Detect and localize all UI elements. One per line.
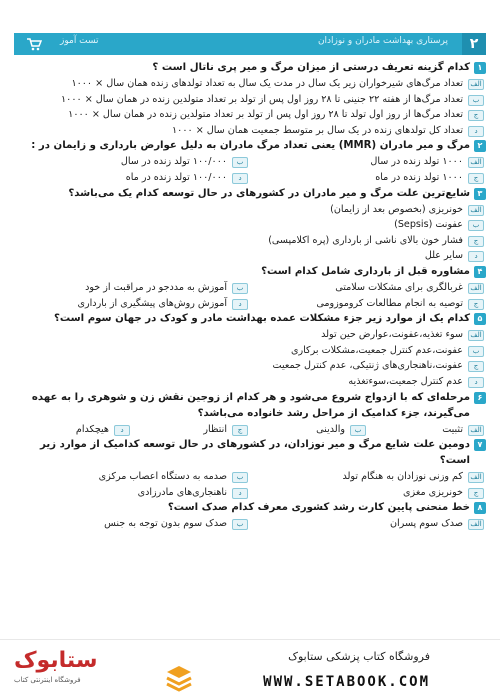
- option-label: الف: [468, 283, 484, 294]
- option-label: ب: [468, 220, 484, 231]
- option-text: ۱۰۰۰ تولد زنده در ماه: [375, 171, 463, 183]
- option-text: صدمه به دستگاه اعصاب مرکزی: [98, 471, 227, 483]
- option-text: توصیه به انجام مطالعات کروموزومی: [316, 297, 463, 309]
- option-label: ج: [232, 425, 248, 436]
- answer-option[interactable]: [250, 422, 368, 438]
- answer-option[interactable]: [14, 296, 250, 312]
- option-text: صدک سوم بدون توجه به جنس: [104, 518, 227, 530]
- option-label: الف: [468, 519, 484, 530]
- answer-option[interactable]: [250, 296, 486, 312]
- question: [14, 500, 486, 532]
- answer-option[interactable]: [14, 123, 486, 139]
- answer-option[interactable]: [14, 154, 250, 170]
- answer-option[interactable]: [250, 280, 486, 296]
- logo-text: ستابوک: [14, 648, 98, 673]
- question-list: [14, 60, 486, 532]
- option-text: تثبیت: [442, 423, 463, 435]
- question-number: ۶: [474, 392, 486, 404]
- answer-option[interactable]: [14, 92, 486, 108]
- option-text: خونریزی (بخصوص بعد از زایمان): [330, 203, 463, 215]
- question-header: [14, 60, 486, 76]
- cart-icon: [26, 37, 42, 51]
- option-text: عفونت (Sepsis): [394, 219, 463, 231]
- question-text: مرحله‌ای که با ازدواج شروع می‌شود و هر کدام از زوجین نقش زن و شوهری را به عهده می‌گیرند، جزء کدامیک از مراحل رشد خانواده می‌باشد؟: [31, 391, 470, 419]
- option-row: [14, 280, 486, 296]
- question-number: ۲: [474, 140, 486, 152]
- question-number: ۸: [474, 502, 486, 514]
- option-row: [14, 170, 486, 186]
- question: [14, 437, 486, 500]
- option-label: ب: [232, 283, 248, 294]
- store-title: فروشگاه کتاب پزشکی ستابوک: [288, 650, 430, 663]
- option-label: الف: [468, 205, 484, 216]
- answer-option[interactable]: [14, 422, 132, 438]
- option-text: کم وزنی نوزادان به هنگام تولد: [342, 471, 463, 483]
- brand-name: تست آموز: [60, 36, 99, 46]
- answer-option[interactable]: [14, 485, 250, 501]
- answer-option[interactable]: [14, 202, 486, 218]
- answer-option[interactable]: [250, 485, 486, 501]
- question-number: ۱: [474, 62, 486, 74]
- option-label: ج: [468, 236, 484, 247]
- answer-option[interactable]: [368, 422, 486, 438]
- option-text: فشار خون بالای ناشی از بارداری (پره اکلامپسی): [268, 234, 463, 246]
- question-number: ۴: [474, 266, 486, 278]
- question-text: مرگ و میر مادران (MMR) یعنی تعداد مرگ مادران به دلیل عوارض بارداری و زایمان در :: [31, 140, 470, 152]
- option-text: غربالگری برای مشکلات سلامتی: [335, 281, 463, 293]
- option-label: الف: [468, 472, 484, 483]
- option-text: ناهنجاری‌های مادرزادی: [137, 486, 227, 498]
- option-label: د: [232, 299, 248, 310]
- option-label: د: [468, 126, 484, 137]
- answer-option[interactable]: [14, 248, 486, 264]
- option-label: د: [468, 251, 484, 262]
- option-row: [14, 154, 486, 170]
- question: [14, 138, 486, 185]
- question-number: ۳: [474, 188, 486, 200]
- chapter-title: پرستاری بهداشت مادران و نوزادان: [317, 36, 448, 46]
- store-url[interactable]: WWW.SETABOOK.COM: [263, 674, 430, 690]
- answer-option[interactable]: [250, 516, 486, 532]
- option-row: [14, 485, 486, 501]
- option-text: خونریزی مغزی: [403, 486, 463, 498]
- question-header: [14, 437, 486, 469]
- option-label: ب: [232, 472, 248, 483]
- option-text: آموزش به مددجو در مراقبت از خود: [85, 281, 227, 293]
- option-text: هیچکدام: [75, 423, 109, 435]
- option-text: عفونت،عدم کنترل جمعیت،مشکلات برکاری: [290, 344, 463, 356]
- option-row: [14, 422, 486, 438]
- option-text: تعداد مرگ‌ها از هفته ۲۲ جنینی تا ۲۸ روز اول پس از تولد بر تعداد متولدین زنده در همان سال × ۱۰۰۰: [61, 93, 463, 105]
- option-label: ج: [468, 488, 484, 499]
- logo-subtitle: فروشگاه اینترنتی کتاب: [14, 676, 81, 684]
- answer-option[interactable]: [14, 374, 486, 390]
- answer-option[interactable]: [14, 469, 250, 485]
- option-label: ج: [468, 299, 484, 310]
- option-label: ب: [232, 519, 248, 530]
- store-logo: [14, 648, 154, 692]
- answer-option[interactable]: [250, 469, 486, 485]
- question-number: ۵: [474, 313, 486, 325]
- question-header: [14, 264, 486, 280]
- answer-option[interactable]: [14, 170, 250, 186]
- option-text: تعداد مرگ‌ها از روز اول تولد تا ۲۸ روز اول پس از تولد بر تعداد متولدین زنده در همان سال × ۱۰۰۰: [68, 109, 463, 121]
- page-number: ۲: [462, 33, 486, 55]
- option-text: تعداد مرگ‌های شیرخواران زیر یک سال در مدت یک سال به تعداد تولدهای زنده همان سال × ۱۰۰۰: [71, 78, 463, 89]
- answer-option[interactable]: [14, 343, 486, 359]
- option-text: ۱۰۰/۰۰۰ تولد زنده در ماه: [125, 171, 227, 183]
- option-text: سوء تغذیه،عفونت،عوارض حین تولد: [321, 329, 463, 341]
- option-label: ج: [468, 110, 484, 121]
- question: [14, 390, 486, 438]
- option-label: د: [114, 425, 130, 436]
- option-text: والدینی: [316, 423, 345, 435]
- option-label: د: [232, 488, 248, 499]
- question-header: [14, 500, 486, 516]
- question-text: کدام یک از موارد زیر جزء مشکلات عمده بهداشت مادر و کودک در جهان سوم است؟: [53, 313, 470, 325]
- question-header: [14, 186, 486, 202]
- answer-option[interactable]: [14, 327, 486, 343]
- question-text: شایع‌ترین علت مرگ و میر مادران در کشورهای در حال توسعه کدام یک می‌باشد؟: [68, 187, 470, 199]
- option-text: تعداد کل تولدهای زنده در یک سال بر متوسط جمعیت همان سال × ۱۰۰۰: [172, 124, 463, 136]
- option-text: آموزش روش‌های پیشگیری از بارداری: [77, 297, 227, 309]
- option-text: صدک سوم پسران: [389, 518, 463, 530]
- option-row: [14, 469, 486, 485]
- page-footer: [0, 639, 500, 700]
- question: [14, 264, 486, 311]
- option-label: د: [232, 173, 248, 184]
- option-label: ج: [468, 361, 484, 372]
- option-label: الف: [468, 79, 484, 90]
- question-text: دومین علت شایع مرگ و میر نوزادان، در کشورهای در حال توسعه کدامیک از موارد زیر است؟: [40, 439, 470, 467]
- option-label: الف: [468, 157, 484, 168]
- answer-option[interactable]: [14, 76, 486, 92]
- question: [14, 186, 486, 264]
- option-text: عفونت،ناهنجاری‌های ژنتیکی، عدم کنترل جمعیت: [272, 360, 463, 372]
- answer-option[interactable]: [250, 170, 486, 186]
- option-row: [14, 296, 486, 312]
- option-label: ب: [468, 346, 484, 357]
- answer-option[interactable]: [250, 154, 486, 170]
- question-header: [14, 390, 486, 422]
- question-number: ۷: [474, 439, 486, 451]
- answer-option[interactable]: [14, 233, 486, 249]
- page-header: [0, 0, 500, 58]
- question-header: [14, 138, 486, 154]
- question-text: مشاوره قبل از بارداری شامل کدام است؟: [261, 265, 470, 277]
- option-label: ج: [468, 173, 484, 184]
- answer-option[interactable]: [14, 107, 486, 123]
- question: [14, 311, 486, 389]
- question-text: خط منحنی پایین کارت رشد کشوری معرف کدام صدک است؟: [167, 502, 470, 514]
- option-label: الف: [468, 425, 484, 436]
- option-text: عدم کنترل جمعیت،سوءتغذیه: [348, 375, 463, 387]
- answer-option[interactable]: [14, 217, 486, 233]
- question-text: کدام گزینه تعریف درستی از میزان مرگ و میر پری ناتال است ؟: [152, 62, 470, 73]
- books-icon: [164, 662, 194, 692]
- option-row: [14, 516, 486, 532]
- option-text: انتظار: [203, 423, 227, 435]
- answer-option[interactable]: [14, 280, 250, 296]
- answer-option[interactable]: [132, 422, 250, 438]
- option-label: ب: [350, 425, 366, 436]
- answer-option[interactable]: [14, 516, 250, 532]
- option-label: ب: [468, 95, 484, 106]
- option-label: ب: [232, 157, 248, 168]
- question: [14, 60, 486, 138]
- option-text: سایر علل: [424, 250, 463, 262]
- option-text: ۱۰۰/۰۰۰ تولد زنده در سال: [120, 156, 227, 168]
- option-text: ۱۰۰۰ تولد زنده در سال: [370, 156, 463, 168]
- option-label: د: [468, 377, 484, 388]
- question-header: [14, 311, 486, 327]
- option-label: الف: [468, 330, 484, 341]
- answer-option[interactable]: [14, 358, 486, 374]
